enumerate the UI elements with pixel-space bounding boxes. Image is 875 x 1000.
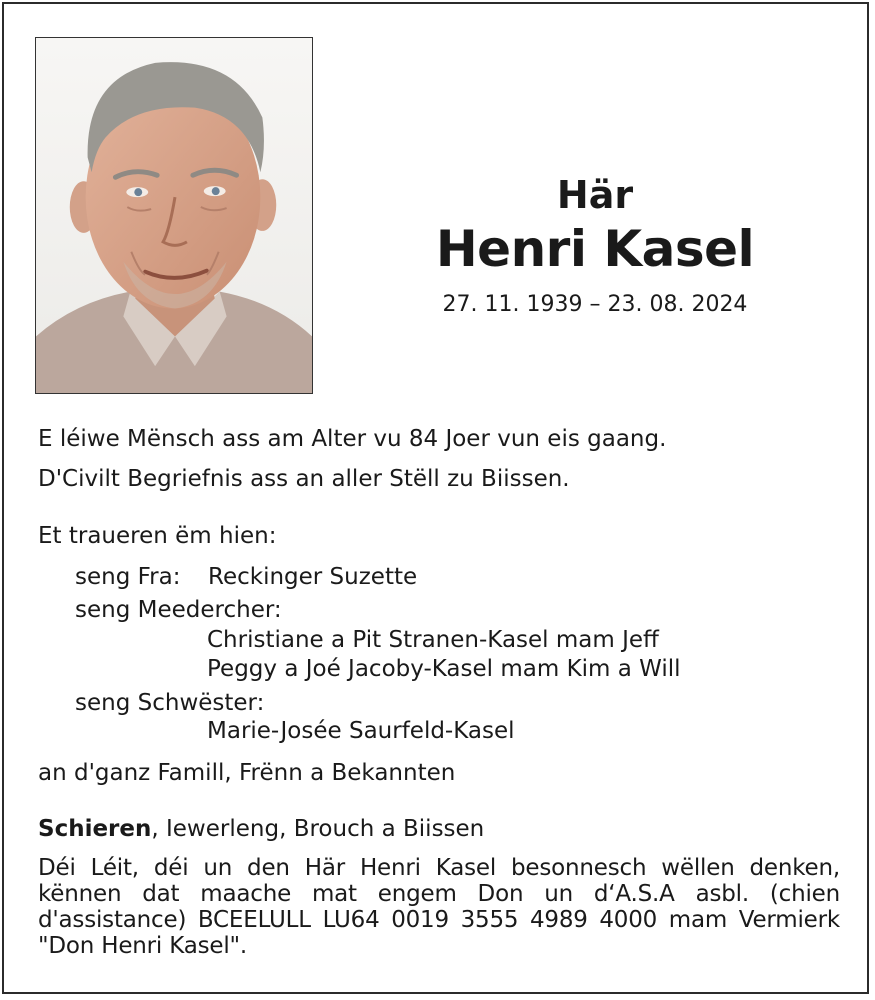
wife-name: Reckinger Suzette xyxy=(208,564,418,590)
sister-label: seng Schwëster: xyxy=(75,690,265,716)
mourners-intro: Et traueren ëm hien: xyxy=(38,523,277,549)
daughters-label: seng Meedercher: xyxy=(75,597,282,623)
daughter-line: Peggy a Joé Jacoby-Kasel mam Kim a Will xyxy=(207,656,681,682)
donation-paragraph: Déi Léit, déi un den Här Henri Kasel besonnesch wëllen denken, kënnen dat maache mat engem Don un d‘A.S.A asbl. (chien d'assistance) BCEELULL LU64 0019 3555 4989 4000 mam Vermierk "Don Henri Kasel". xyxy=(38,855,840,959)
family-line: an d'ganz Famill, Frënn a Bekannten xyxy=(38,760,456,786)
daughter-line: Christiane a Pit Stranen-Kasel mam Jeff xyxy=(207,627,659,653)
places-line xyxy=(38,814,484,844)
wife-label: seng Fra: xyxy=(75,564,181,590)
portrait-photo xyxy=(35,37,313,394)
heading-block xyxy=(400,172,790,320)
honorific: Här xyxy=(556,173,634,217)
life-dates: 27. 11. 1939 – 23. 08. 2024 xyxy=(442,292,748,317)
wife-row xyxy=(75,562,418,592)
sister-name: Marie-Josée Saurfeld-Kasel xyxy=(207,718,515,744)
announcement-line: E léiwe Mënsch ass am Alter vu 84 Joer vun eis gaang. xyxy=(38,426,667,452)
places-rest: , Iewerleng, Brouch a Biissen xyxy=(151,816,485,842)
funeral-line: D'Civilt Begriefnis ass an aller Stëll zu Biissen. xyxy=(38,466,570,492)
portrait-icon xyxy=(36,38,312,393)
places-bold: Schieren xyxy=(38,816,152,842)
deceased-name: Henri Kasel xyxy=(435,220,755,278)
